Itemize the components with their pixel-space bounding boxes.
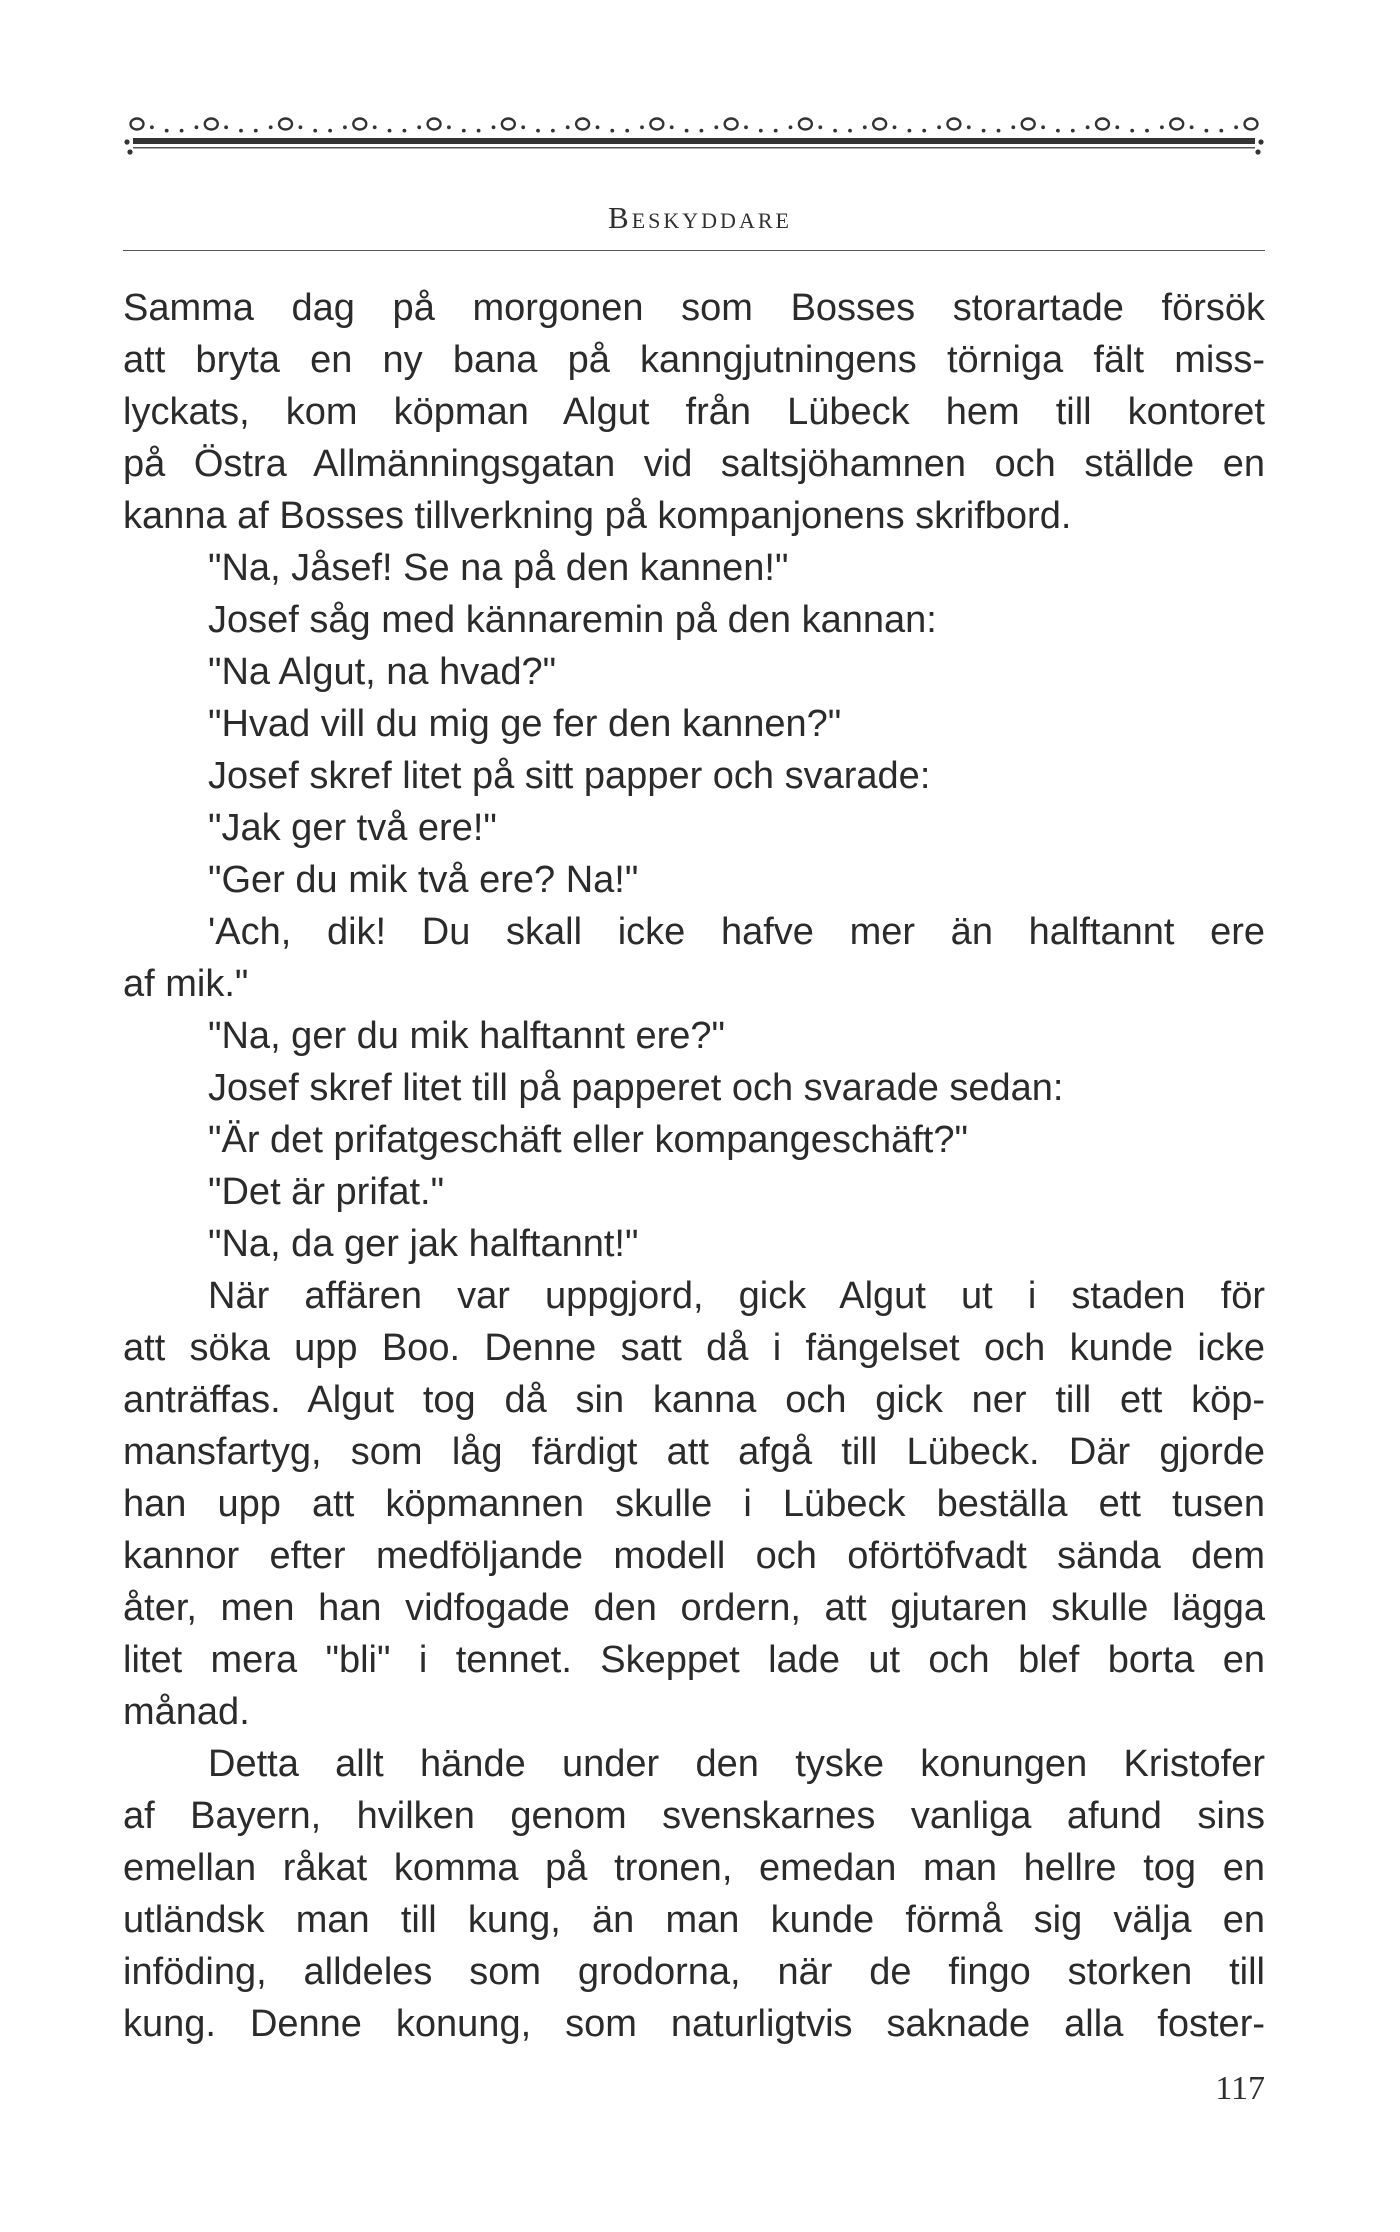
text-line: "Det är prifat." — [208, 1171, 445, 1213]
ornament-dot — [224, 125, 228, 129]
ornament-dot — [625, 129, 629, 133]
ornament-ring — [428, 119, 441, 130]
text-line: litet mera "bli" i tennet. Skeppet lade ut och blef borta en — [123, 1639, 1265, 1681]
ornament-dot — [908, 129, 912, 133]
ornament-dot — [1190, 125, 1194, 129]
ornament-dot — [1086, 125, 1090, 129]
running-head: Beskyddare — [608, 200, 792, 235]
ornament-dot — [1041, 125, 1045, 129]
decorative-border-ornament — [123, 100, 1265, 162]
ornament-dot — [462, 129, 466, 133]
text-line: han upp att köpmannen skulle i Lübeck beställa ett tusen — [123, 1483, 1265, 1525]
ornament-dot — [789, 125, 793, 129]
ornament-dot — [1011, 125, 1015, 129]
ornament-corner-dot-left — [124, 139, 129, 144]
ornament-ring — [502, 119, 515, 130]
ornament-corner-dot-right-lower — [1255, 149, 1260, 154]
text-line: Josef skref litet på sitt papper och svarade: — [208, 755, 931, 797]
ornament-dot — [1115, 125, 1119, 129]
text-line: kung. Denne konung, som naturligtvis saknade alla foster- — [123, 2003, 1265, 2045]
text-line: mansfartyg, som låg färdigt att afgå till Lübeck. Där gjorde — [123, 1431, 1265, 1473]
ornament-dot — [536, 129, 540, 133]
ornament-dot — [447, 125, 451, 129]
text-line: utländsk man till kung, än man kunde förmå sig välja en — [123, 1899, 1265, 1941]
ornament-dot — [1130, 129, 1134, 133]
text-line: "Na, da ger jak halftannt!" — [208, 1223, 639, 1265]
ornament-dot — [1056, 129, 1060, 133]
text-line: emellan råkat komma på tronen, emedan man hellre tog en — [123, 1847, 1265, 1889]
text-line: "Na, Jåsef! Se na på den kannen!" — [208, 547, 789, 589]
ornament-dot — [685, 129, 689, 133]
ornament-dot — [997, 129, 1001, 133]
ornament-dot — [937, 125, 941, 129]
ornament-dot — [150, 125, 154, 129]
text-line: på Östra Allmänningsgatan vid saltsjöhamnen och ställde en — [123, 443, 1265, 485]
ornament-dot — [165, 129, 169, 133]
ornament-ring — [1022, 119, 1035, 130]
ornament-dot — [299, 125, 303, 129]
text-line: "Ger du mik två ere? Na!" — [208, 859, 639, 901]
ornament-dot — [640, 125, 644, 129]
text-line: af mik." — [123, 963, 249, 1005]
ornament-dot — [833, 129, 837, 133]
ornament-dot — [967, 125, 971, 129]
ornament-dot — [744, 125, 748, 129]
ornament-dot — [759, 129, 763, 133]
ornament-dot — [1160, 125, 1164, 129]
ornament-dot — [313, 129, 317, 133]
ornament-dot — [610, 129, 614, 133]
text-line: lyckats, kom köpman Algut från Lübeck hem till kontoret — [123, 391, 1265, 433]
ornament-dot — [893, 125, 897, 129]
ornament-rule-thin — [133, 147, 1255, 149]
ornament-ring — [131, 119, 144, 130]
ornament-dot — [239, 129, 243, 133]
ornament-dot — [714, 125, 718, 129]
ornament-dot — [195, 125, 199, 129]
ornament-ring — [205, 119, 218, 130]
ornament-dot — [670, 125, 674, 129]
ornament-corner-dot-left-lower — [127, 149, 132, 154]
ornament-dot — [180, 129, 184, 133]
ornament-ring — [947, 119, 960, 130]
ornament-dot — [848, 129, 852, 133]
ornament-dot — [700, 129, 704, 133]
ornament-dot — [863, 125, 867, 129]
ornament-dot — [1219, 129, 1223, 133]
ornament-dot — [1205, 129, 1209, 133]
ornament-dot — [1234, 125, 1238, 129]
text-line: Josef skref litet till på papperet och svarade sedan: — [208, 1067, 1064, 1109]
text-line: kanna af Bosses tillverkning på kompanjonens skrifbord. — [123, 495, 1072, 537]
ornament-dot — [269, 125, 273, 129]
ornament-ring — [873, 119, 886, 130]
ornament-dot — [1071, 129, 1075, 133]
text-line: Detta allt hände under den tyske konungen Kristofer — [208, 1743, 1265, 1785]
ornament-ring — [799, 119, 812, 130]
header-rule — [123, 250, 1265, 251]
text-line: att söka upp Boo. Denne satt då i fängelset och kunde icke — [123, 1327, 1265, 1369]
text-line: Josef såg med kännaremin på den kannan: — [208, 599, 937, 641]
text-line: kannor efter medföljande modell och oförtöfvadt sända dem — [123, 1535, 1265, 1577]
ornament-dot — [774, 129, 778, 133]
ornament-dot — [477, 129, 481, 133]
ornament-dot — [818, 125, 822, 129]
ornament-dot — [492, 125, 496, 129]
ornament-dot — [521, 125, 525, 129]
ornament-ring — [650, 119, 663, 130]
text-line: 'Ach, dik! Du skall icke hafve mer än halftannt ere — [208, 911, 1265, 953]
body-text — [123, 282, 1265, 2050]
ornament-dot — [343, 125, 347, 129]
ornament-dot — [388, 129, 392, 133]
ornament-ring — [1245, 119, 1258, 130]
ornament-ring — [1170, 119, 1183, 130]
ornament-dot — [417, 125, 421, 129]
ornament-dot — [1145, 129, 1149, 133]
ornament-ring — [725, 119, 738, 130]
text-line: "Na, ger du mik halftannt ere?" — [208, 1015, 726, 1057]
ornament-dot — [566, 125, 570, 129]
ornament-dot — [328, 129, 332, 133]
ornament-rule-thick — [133, 138, 1255, 144]
ornament-dot — [922, 129, 926, 133]
text-line: Samma dag på morgonen som Bosses storartade försök — [123, 287, 1265, 329]
ornament-dot — [373, 125, 377, 129]
ornament-dot — [596, 125, 600, 129]
ornament-dot — [551, 129, 555, 133]
text-line: "Är det prifatgeschäft eller kompangeschäft?" — [208, 1119, 968, 1161]
ornament-ring — [576, 119, 589, 130]
ornament-dot — [403, 129, 407, 133]
text-line: "Na Algut, na hvad?" — [208, 651, 557, 693]
text-line: "Jak ger två ere!" — [208, 807, 497, 849]
text-line: af Bayern, hvilken genom svenskarnes vanliga afund sins — [123, 1795, 1265, 1837]
ornament-corner-dot-right — [1258, 139, 1263, 144]
text-line: månad. — [123, 1691, 250, 1733]
page-number: 117 — [1215, 2070, 1265, 2107]
text-line: När affären var uppgjord, gick Algut ut i staden för — [208, 1275, 1265, 1317]
text-line: anträffas. Algut tog då sin kanna och gick ner till ett köp- — [123, 1379, 1265, 1421]
text-line: "Hvad vill du mig ge fer den kannen?" — [208, 703, 842, 745]
ornament-ring — [1096, 119, 1109, 130]
ornament-dots — [150, 125, 1238, 132]
ornament-dot — [982, 129, 986, 133]
ornament-dot — [254, 129, 258, 133]
text-line: inföding, alldeles som grodorna, när de fingo storken till — [123, 1951, 1265, 1993]
text-line: åter, men han vidfogade den ordern, att gjutaren skulle lägga — [123, 1587, 1265, 1629]
text-line: att bryta en ny bana på kanngjutningens törniga fält miss- — [123, 339, 1265, 381]
ornament-ring — [353, 119, 366, 130]
ornament-ring — [279, 119, 292, 130]
